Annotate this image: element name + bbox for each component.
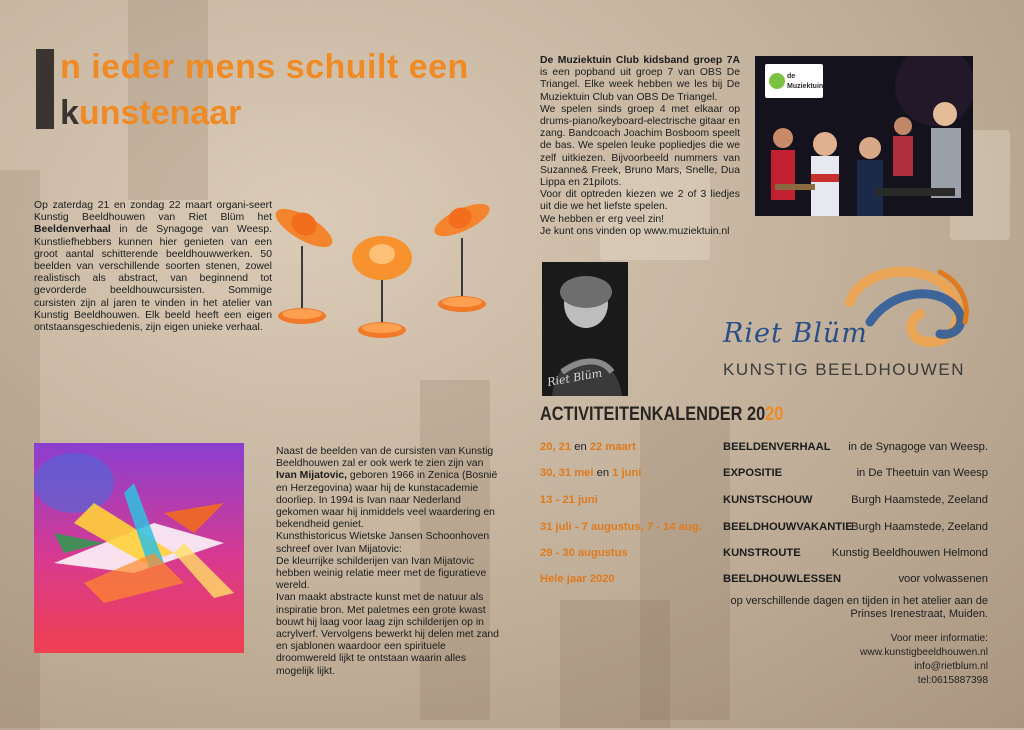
calendar-date-part-1: Hele jaar 2020 [540,573,615,585]
calendar-date [540,521,702,533]
headline-initial-bar [36,49,54,129]
calendar-date-part-1: 31 juli - 7 augustus, 7 - 14 aug. [540,521,702,533]
calendar-event-type: BEELDHOUWLESSEN [723,573,842,585]
calendar-event-place: in De Theetuin van Weesp [856,467,988,479]
ivan-part-5: Ivan maakt abstracte kunst met de natuur als inspiratie bron. Met paletmes een grote kwast bouwt hij laag voor laag zijn schilderijen op in acrylverf. Vervolgens bewerkt hij delen met zand en sjablonen waardoor een spirituele droomwereld lijkt te ontstaan waarin alles mogelijk lijkt. [276,592,499,677]
calendar-date-en: en [596,467,610,479]
muziektuin-link[interactable]: Je kunt ons vinden op www.muziektuin.nl [540,226,730,237]
band-member [857,137,883,216]
muziektuin-text [540,55,740,226]
intro-text [34,200,272,334]
calendar-extra [720,595,988,620]
logo-tagline: KUNSTIG BEELDHOUWEN [723,360,965,379]
calendar-title-year: 20 [765,404,784,425]
contact-email[interactable]: info@rietblum.nl [914,661,988,672]
muziektuin-logo-text: de [787,73,796,80]
intro-part-1: Op zaterdag 21 en zondag 22 maart organi-seert Kunstig Beeldhouwen van Riet Blüm het [34,200,272,224]
hat-sculpture-middle [352,236,412,338]
calendar-event-type: KUNSTSCHOUW [723,494,813,506]
calendar-row [540,573,988,587]
calendar-event-place: in de Synagoge van Weesp. [848,441,988,453]
muziektuin-part-3: Voor dit optreden kiezen we 2 of 3 liedjes uit die we het liefste spelen. [540,189,740,213]
calendar-row [540,521,988,535]
calendar-event-place: voor volwassenen [898,573,988,585]
calendar-row [540,441,988,455]
headline-line-2 [60,94,241,133]
muziektuin-title: De Muziektuin Club kidsband groep 7A [540,55,740,66]
ivan-part-4: De kleurrijke schilderijen van Ivan Mijatovic hebben weinig relatie meer met de figuratieve wereld. [276,555,487,592]
calendar-date-part-2: 1 juni [612,467,642,479]
calendar-event-place: Burgh Haamstede, Zeeland [851,521,988,533]
logo-name: Riet Blüm [723,318,868,349]
riet-blum-portrait [542,262,628,396]
hat-sculpture-right [430,198,494,312]
kidsband-photo [755,56,973,216]
band-member [893,117,913,176]
calendar-date [540,494,598,506]
calendar-date [540,441,636,453]
muziektuin-part-2: We spelen sinds groep 4 met elkaar op drums-piano/keyboard-electrische gitaar en zang. Bandcoach Joachim Bosboom speelt de bas. We spelen leuke popliedjes die we zelf uitkiezen. Bijvoorbeeld nummers van Suzanne& Freek, Bruno Mars, Snelle, Dua Lippa en 21pilots. [540,103,740,189]
ivan-text [276,446,502,678]
contact-info [790,632,988,688]
intro-bold: Beeldenverhaal [34,224,111,236]
calendar-date [540,547,628,559]
calendar-date-part-1: 30, 31 mei [540,467,594,479]
hat-sculptures-image [270,198,495,348]
muziektuin-part-1: is een popband uit groep 7 van OBS De Triangel. Elke week hebben we les bij De Muziektuin Club van OBS De Triangel. [540,67,740,103]
calendar-event-type: BEELDENVERHAAL [723,441,831,453]
calendar-date [540,467,641,479]
contact-website[interactable]: www.kunstigbeeldhouwen.nl [860,647,988,658]
calendar-event-type: BEELDHOUWVAKANTIE [723,521,853,533]
intro-part-2: in de Synagoge van Weesp. Kunstliefhebbers kunnen hier genieten van een groot aantal schitterende beeldhouwwerken. 50 beelden van verschillende soorten stenen, zowel realistisch als abstract, van beginnend tot gevorderde beeldhouwcursisten. Sommige cursisten zijn al jaren te vinden in het atelier van Kunstig Beeldhouwen. Elk beeld heeft een eigen ontstaansgeschiedenis, zijn eigen unieke verhaal. [34,224,272,334]
muziektuin-logo-art [765,64,823,98]
calendar-title [540,404,783,426]
band-member [811,132,839,216]
ivan-part-3: Kunsthistoricus Wietske Jansen Schoonhoven schreef over Ivan Mijatovic: [276,531,490,555]
ivan-part-1: Naast de beelden van de cursisten van Kunstig Beeldhouwen zal er ook werk te zien zijn van [276,446,494,470]
band-member [931,102,961,198]
calendar-date-part-1: 29 - 30 augustus [540,547,628,559]
ivan-part-2: geboren 1966 in Zenica (Bosnië en Herzegovina) waar hij de kunstacademie doorliep. In 1994 is Ivan naar Nederland gekomen waar hij inmiddels veel waardering en bekendheid geniet. [276,470,498,531]
muziektuin-part-4: We hebben er erg veel zin! [540,213,664,225]
calendar-event-place: Burgh Haamstede, Zeeland [851,494,988,506]
calendar-extra-line-1: op verschillende dagen en tijden in het atelier aan de [730,595,988,607]
hat-sculpture-left [270,202,337,324]
portrait-illustration [542,262,628,396]
calendar-date-part-1: 13 - 21 juni [540,494,598,506]
ivan-name: Ivan Mijatovic, [276,470,348,482]
abstract-painting-image [34,443,244,653]
calendar-date-en: en [574,441,587,453]
calendar-title-main: ACTIVITEITENKALENDER 20 [540,404,766,425]
headline-k: k [60,94,79,132]
calendar-event-type: EXPOSITIE [723,467,783,479]
contact-phone[interactable]: tel:0615887398 [917,675,988,686]
calendar-extra-line-2: Prinses Irenestraat, Muiden. [850,607,988,620]
muziektuin-logo [765,64,823,98]
calendar-event-type: KUNSTROUTE [723,547,801,559]
contact-label: Voor meer informatie: [890,633,988,644]
calendar-row [540,467,988,481]
calendar-date-part-2: 22 maart [589,441,636,453]
calendar-event-place: Kunstig Beeldhouwen Helmond [831,547,988,559]
calendar-date [540,573,615,585]
calendar-row [540,547,988,561]
calendar-row [540,494,988,508]
headline-rest: unstenaar [78,94,242,132]
muziektuin-logo-text-2: Muziektuin [787,83,823,90]
calendar-date-part-1: 20, 21 [540,441,572,453]
portrait-signature: Riet Blüm [546,366,604,389]
headline-line-1: n ieder mens schuilt een [60,48,469,86]
